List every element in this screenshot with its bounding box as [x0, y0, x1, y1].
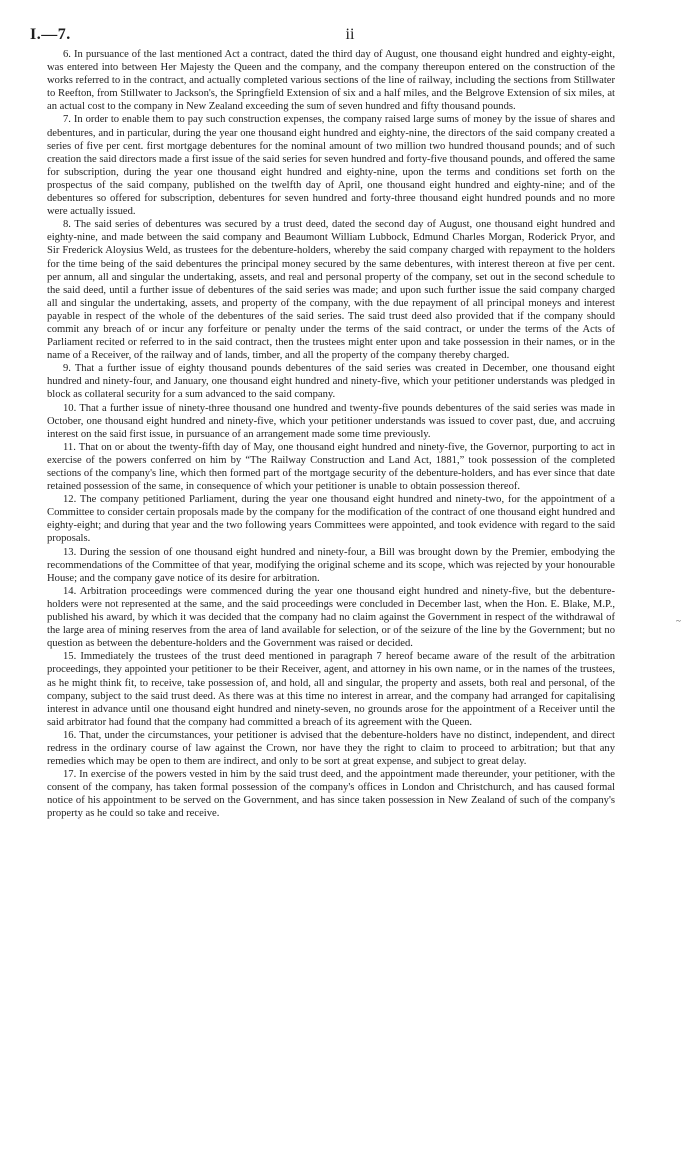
- paragraph-6: 6. In pursuance of the last mentioned Act a contract, dated the third day of August, one thousand eight hundred and eighty-eight, was entered into between Her Majesty the Queen and the company, and the company thereupon entered on the construction of the works referred to in the contract, and actually completed various sections of the line of railway, including the sections from Stillwater to Reefton, from Stillwater to Jackson's, the Springfield Extension of six and a half miles, and the Belgrove Extension of six miles, at an actual cost to the company in New Zealand exceeding the sum of seven hundred and fifty thousand pounds.: [47, 49, 615, 113]
- paragraph-7: 7. In order to enable them to pay such construction expenses, the company raised large sums of money by the issue of shares and debentures, and in particular, during the year one thousand eight hundred and eighty-nine, the directors of the said company created a series of five per cent. first mortgage debentures for the nominal amount of two million two hundred thousand pounds; and of such creation the said directors made a first issue of the said series for seven hundred and forty-five thousand pounds, and offered the same for subscription, during the year one thousand eight hundred and eighty-nine, upon the terms and conditions set forth on the prospectus of the said company, published on the twelfth day of April, one thousand eight hundred and eighty-nine; and of the debentures so offered for subscription, debentures for seven hundred and forty-three thousand eight hundred pounds and no more were actually issued.: [47, 114, 615, 218]
- document-body: [47, 48, 615, 821]
- paragraph-13: 13. During the session of one thousand eight hundred and ninety-four, a Bill was brought down by the Premier, embodying the recommendations of the Committee of that year, modifying the original scheme and its scope, which was rejected by your honourable House; and the company gave notice of its desire for arbitration.: [47, 546, 615, 584]
- page-number: ii: [345, 26, 355, 43]
- paragraph-15: 15. Immediately the trustees of the trust deed mentioned in paragraph 7 hereof became aware of the result of the arbitration proceedings, they appointed your petitioner to be their Receiver, agent, and attorney in his own name, or in the names of the trustees, as he might think fit, to receive, take possession of, and hold, all and singular, the property and assets, both real and personal, of the company, subject to the said trust deed. As there was at this time no interest in arrear, and the company had arranged for capitalising interest in advance until one thousand eight hundred and ninety-seven, no grounds arose for the appointment of a Receiver until the said arbitrator had found that the company had committed a breach of its agreement with the Queen.: [47, 651, 615, 728]
- paragraph-14: 14. Arbitration proceedings were commenced during the year one thousand eight hundred and ninety-five, but the debenture-holders were not represented at the same, and the said proceedings were concluded in December last, when the Hon. E. Blake, M.P., published his award, by which it was decided that the company had no claim against the Government in respect of the withdrawal of the large area of mining reserves from the area of land available for selection, or of the seizure of the line by the Government; but no question as between the debenture-holders and the Government was raised or decided.: [47, 585, 615, 650]
- paragraph-8: 8. The said series of debentures was secured by a trust deed, dated the second day of August, one thousand eight hundred and eighty-nine, and made between the said company and Beaumont William Lubbock, Edmund Charles Morgan, Roderick Pryor, and Sir Frederick Aloysius Weld, as trustees for the debenture-holders, whereby the said company charged with repayment to the holders for the time being of the said debentures the principal money secured by the same debentures, with interest thereon at five per cent. per annum, all and singular the undertaking, assets, and real and personal property of the company, set out in the second schedule to the said deed, until a further issue of debentures of the said series was made; and upon such further issue the said company charged all and singular the undertaking, assets, and property of the company, with the due repayment of all principal moneys and interest payable in respect of the whole of the debentures of the said series. The said trust deed also provided that if the company should commit any breach of or incur any forfeiture or penalty under the terms of the said contract, or under the terms of the Acts of Parliament recited or referred to in the said contract, then the trustees might enter upon and take possession in their names, or in the name of a Receiver, of the railway and of lands, timber, and all the property of the company thereby charged.: [47, 219, 615, 362]
- paragraph-10: 10. That a further issue of ninety-three thousand one hundred and twenty-five pounds debentures of the said series was made in October, one thousand eight hundred and ninety-five, which your petitioner understands was issued to cover past, due, and accruing interest on the said first issue, in pursuance of an arrangement made some time previously.: [47, 402, 615, 440]
- margin-mark: ~: [676, 616, 681, 626]
- paragraph-12: 12. The company petitioned Parliament, during the year one thousand eight hundred and ninety-two, for the appointment of a Committee to consider certain proposals made by the company for the modification of the contract of one thousand eight hundred and eighty-eight; and during that year and the two following years Committees were appointed, and took evidence with regard to the said proposals.: [47, 494, 615, 545]
- paragraph-9: 9. That a further issue of eighty thousand pounds debentures of the said series was created in December, one thousand eight hundred and ninety-four, and January, one thousand eight hundred and ninety-five, which your petitioner understands was pledged in block as collateral security for a sum advanced to the said company.: [47, 363, 615, 401]
- paragraph-17: 17. In exercise of the powers vested in him by the said trust deed, and the appointment made thereunder, your petitioner, with the consent of the company, has taken formal possession of the company's offices in London and Christchurch, and has caused formal notice of his appointment to be served on the Government, and has since taken possession in New Zealand of such of the company's property as he could so take and receive.: [47, 769, 615, 820]
- paper-reference: I.—7.: [30, 26, 71, 43]
- paragraph-11: 11. That on or about the twenty-fifth day of May, one thousand eight hundred and ninety-five, the Governor, purporting to act in exercise of the powers conferred on him by “The Railway Construction and Land Act, 1881,” took possession of the completed sections of the company's line, which then formed part of the mortgage security of the debenture-holders, and has ever since that date retained possession of the same, in consequence of which your petitioner is unable to obtain possession thereof.: [47, 441, 615, 493]
- paragraph-16: 16. That, under the circumstances, your petitioner is advised that the debenture-holders have no distinct, independent, and direct redress in the ordinary course of law against the Crown, nor have they the right to claim to proceed to arbitration; but that any remedies which may be open to them are indirect, and only to be sort at great expense, and subject to great delay.: [47, 729, 615, 768]
